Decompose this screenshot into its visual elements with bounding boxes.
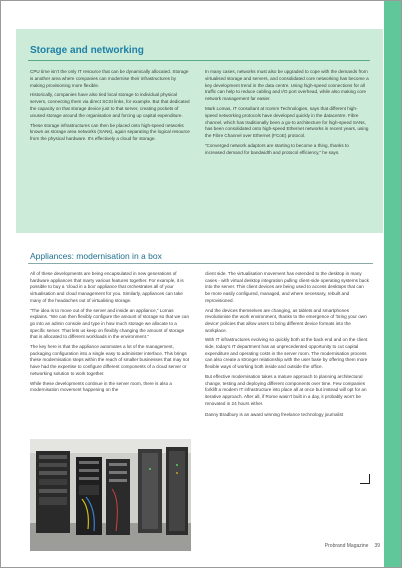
paragraph: But effective modernisation takes a mature approach to planning architectural change, testing and deploying different components over time. Few companies forklift a modern IT infrastructure into place all at once but instead will opt for an iterative approach. After all, if Rome wasn’t built in a day, it probably won’t be renovated in 24 hours either. <box>205 373 367 406</box>
paragraph: While these developments continue in the server room, there is also a modernisation movement happening on the <box>30 380 172 393</box>
paragraph: client side. The virtualisation movement has extended to the desktop in many cases - with virtual desktop integration pulling client-side operating systems back into the server. Thin client devices are being used to access desktops that can be more easily configured, managed, and where necessary, rebuilt and reprovisioned. <box>205 271 369 303</box>
appliances-left-column <box>30 271 192 397</box>
paragraph: In many cases, networks must also be upgraded to cope with the demands from virtualised storage and servers, and consolidated core networking has become a key development trend in the data centre. Using high-speed connections for all traffic can help to reduce cabling and I/O port overhead, while also making core network management far easier. <box>205 69 369 102</box>
paragraph: These storage infrastructures can then be placed onto high-speed networks known as storage area networks (SANs), again separating the logical resource from the physical hardware. It’s effectively a cloud for storage. <box>30 122 190 142</box>
page-footer <box>325 543 380 549</box>
page-edge-band <box>384 1 401 568</box>
author-bio: Danny Bradbury is an award winning freelance technology journalist <box>205 412 344 418</box>
paragraph: CPU time isn’t the only IT resource that can be dynamically allocated. Storage is another area where companies can modernise their infrastructures by making provisioning more flexible. <box>30 69 189 88</box>
magazine-name: Probrand Magazine <box>324 543 369 549</box>
paragraph: “The idea is to move out of the server and inside an appliance,” Lomas explains. “We can then flexibly configure the amount of storage so that we can go into an admin console and type in how much storage we allocate to a specific server. That lets us keep on flexibly changing the amount of storage that is allocated to different workloads in the environment.” <box>30 307 190 340</box>
page-number: 39 <box>374 543 380 549</box>
end-of-article-mark <box>360 474 370 484</box>
storage-section-title: Storage and networking <box>30 45 144 56</box>
storage-left-column <box>30 69 190 146</box>
appliances-right-column <box>205 271 369 422</box>
storage-right-column <box>205 69 369 160</box>
paragraph: With IT infrastructures evolving so quickly both at the back end and on the client side, today’s IT department has an unprecedented opportunity to cut capital expenditure and operating costs in the server room. The modernisation process can also create a stronger relationship with the user base by offering them more flexible ways of working both inside and outside the office. <box>205 337 368 370</box>
paragraph: All of these developments are being encapsulated in new generations of hardware appliances that marry various features together. For example, it is possible to buy a ‘cloud in a box’ appliance that orchestrates all of your virtualisation and cloud management for you. Similarly, appliances can take many of the headaches out of virtualising storage. <box>30 271 184 303</box>
storage-title-rule <box>28 60 370 61</box>
appliances-section-title: Appliances: modernisation in a box <box>30 251 162 261</box>
paragraph: The key here is that the appliance automates a lot of the management, packaging configuration into a single easy to administer interface. This brings these modernisation steps within the reach of smaller businesses that may not have had the expertise to configure different components of a cloud server or networking solution to work together. <box>30 344 190 376</box>
paragraph: Mark Lomas, IT consultant at Icomm Technologies, says that different high-speed networking protocols have developed quickly in the datacentre. Fibre channel, which has traditionally been a go-to architecture for high-speed SANs, has been consolidated onto high-speed Ethernet networks in recent years, using the Fibre Channel over Ethernet (FCoE) protocol. <box>205 105 369 139</box>
appliances-title-rule <box>28 263 373 264</box>
server-room-photo <box>30 439 191 551</box>
paragraph: “Converged network adaptors are starting to become a thing, thanks to increased demand for bandwidth and protocol efficiency,” he says. <box>205 142 349 155</box>
paragraph: And the devices themselves are changing, as tablets and smartphones revolutionise the work environment, thanks to the emergence of ‘bring your own device’ policies that allow users to bring different device formats into the workplace. <box>205 307 367 333</box>
paragraph: Historically, companies have also tied local storage to individual physical servers, connecting them via direct SCSI links, for example. But that dedicated the capacity on that storage device just to that server, creating pockets of unused storage around the organisation and forcing up capital expenditure. <box>30 92 190 118</box>
